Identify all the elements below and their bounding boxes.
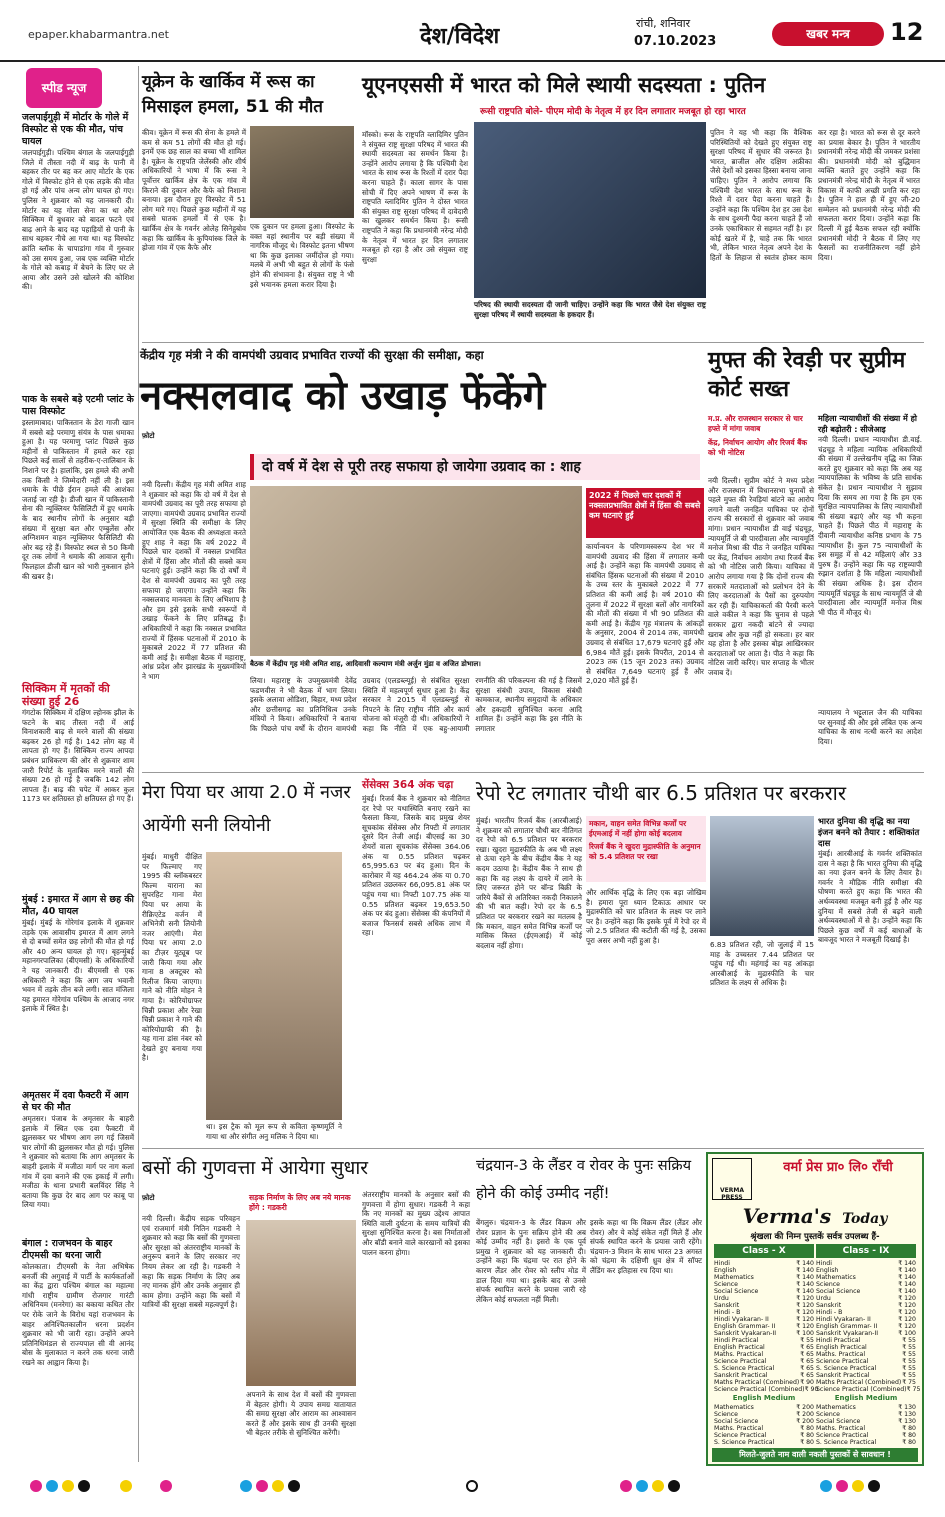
- ad-book-row: [714, 1323, 814, 1330]
- sensex-headline[interactable]: सेंसेक्स 364 अंक चढ़ा: [362, 779, 454, 791]
- ad-book-price: ₹ 65: [800, 1351, 814, 1358]
- chandrayaan-body-2: इसके कहा था कि विक्रम लैंडर (लैंडर और रोवर) और ये कोई संकेत नहीं मिले हैं और संपर्क स्थापित करने के प्रयास जारी रहेंगे। चंद्रयान-3 मिशन के साथ भारत 23 अगस्त को चंद्रमा के दक्षिणी ध्रुव क्षेत्र में सॉफ्ट लैंडिंग कर इतिहास रच दिया था।: [590, 1218, 702, 1275]
- section-rule: [142, 1148, 924, 1149]
- ad-book-name: Sanskrit Vyakaran-II: [816, 1330, 879, 1337]
- ad-book-price: ₹ 140: [898, 1281, 916, 1288]
- news-item: [22, 894, 134, 1090]
- ad-book-row: [714, 1365, 814, 1372]
- ad-book-row: [816, 1302, 916, 1309]
- chandrayaan-body: बेंगलुरु। चंद्रयान-3 के लैंडर विक्रम और रोवर प्रज्ञान के पुनः सक्रिय होने की अब कोई उम्मीद नहीं है। इसरो के एक पूर्व प्रमुख ने शुक्रवार को यह जानकारी दी। उन्होंने कहा कि चंद्रमा पर रात होने के कारण लैंडर और रोवर को स्लीप मोड में डाल दिया गया था। इसके बाद से उनसे संपर्क स्थापित करने के प्रयास जारी रहे लेकिन कोई सफलता नहीं मिली।: [476, 1218, 586, 1304]
- naxal-credit: फ़ोटो: [142, 432, 155, 440]
- registration-dot: [272, 1480, 284, 1492]
- ad-book-name: Mathematics: [714, 1404, 754, 1411]
- ad-book-name: Science: [714, 1281, 738, 1288]
- ad-book-name: English Grammar- II: [816, 1323, 878, 1330]
- ad-book-name: Maths. Practical: [714, 1351, 764, 1358]
- putin-body: मॉस्को। रूस के राष्ट्रपति व्लादिमिर पुतिन ने संयुक्त राष्ट्र सुरक्षा परिषद में भारत की स्थायी सदस्यता का समर्थन किया है। उन्होंने आरोप लगाया है कि पश्चिमी देश भारत के साथ रूस के रिश्तों में दरार पैदा करना चाहते हैं। काला सागर के पास सोची में दिए अपने भाषण में रूस के राष्ट्रपति व्लादिमिर पुतिन ने दोस्त भारत की संयुक्त राष्ट्र सुरक्षा परिषद में दावेदारी का खुलकर समर्थन किया है। रूसी राष्ट्रपति ने कहा कि प्रधानमंत्री नरेन्द्र मोदी के नेतृत्व में भारत हर दिन लगातार मजबूत हो रहा है और उसे संयुक्त राष्ट्र सुरक्षा: [362, 130, 468, 264]
- registration-dot: [160, 1480, 172, 1492]
- ad-book-name: Sanskrit Practical: [714, 1372, 768, 1379]
- freebies-points: [708, 414, 814, 474]
- naxal-subhead: दो वर्ष में देश से पूरी तरह सफाया हो जायेगा उग्रवाद का : शाह: [250, 454, 700, 480]
- ad-book-name: Science: [816, 1281, 840, 1288]
- ad-book-row: [714, 1260, 814, 1267]
- naxal-headline[interactable]: नक्सलवाद को उखाड़ फेंकेंगे: [140, 373, 546, 419]
- ad-book-price: ₹ 140: [796, 1260, 814, 1267]
- ad-book-price: ₹ 55: [902, 1365, 916, 1372]
- ad-book-list-x: [714, 1260, 819, 1393]
- news-item: [22, 1090, 134, 1238]
- putin-headline[interactable]: यूएनएससी में भारत को मिले स्थायी सदस्यता : पुतिन: [362, 73, 766, 97]
- news-item: [22, 1238, 134, 1448]
- ad-book-name: Urdu: [714, 1295, 729, 1302]
- ad-book-name: Urdu: [816, 1295, 831, 1302]
- buses-credit: फ़ोटो: [142, 1194, 155, 1202]
- ad-book-name: Hindi Vyakaran- II: [816, 1316, 871, 1323]
- ad-book-price: ₹ 65: [800, 1358, 814, 1365]
- ad-book-name: Science Practical: [714, 1432, 767, 1439]
- ad-book-name: Hindi: [816, 1260, 832, 1267]
- ad-book-row: [714, 1372, 814, 1379]
- ad-book-row: [816, 1365, 916, 1372]
- ad-book-row: [714, 1425, 814, 1432]
- page-number: 12: [890, 18, 924, 46]
- ukraine-body: कीव। यूक्रेन में रूस की सेना के हमले में कम से कम 51 लोगों की मौत हो गई। इनमें एक छह साल का बच्चा भी शामिल है। यूक्रेन के राष्ट्रपति जेलेंस्की और शीर्ष अधिकारियों ने भाषा में कि रूस ने पूर्वोत्तर खार्किव क्षेत्र के एक गांव में किराने की दुकान और कैफे को निशाना बनाया। इस दौरान हुए विस्फोट में 51 लोग मारे गए। पिछले कुछ महीनों में यह सबसे घातक हमलों में से एक है। खार्किव क्षेत्र के गवर्नर ओलेह सिनेहुबोव कहा कि खार्किव के कुपियांस्क जिले के ह्रोजा गांव में एक कैफे और: [142, 128, 246, 253]
- news-item-title: जलपाईगुड़ी में मोर्टार के गोले में विस्फोट से एक की मौत, पांच घायल: [22, 112, 129, 147]
- ad-book-row: [714, 1330, 814, 1337]
- ad-book-price: ₹ 120: [898, 1323, 916, 1330]
- ad-book-price: ₹ 65: [800, 1372, 814, 1379]
- speed-news-column: [22, 66, 134, 1462]
- registration-dot: [820, 1480, 832, 1492]
- ad-book-price: ₹ 130: [898, 1418, 916, 1425]
- ad-book-price: ₹ 100: [796, 1330, 814, 1337]
- ad-logo: [712, 1158, 752, 1200]
- ad-book-price: ₹ 140: [796, 1267, 814, 1274]
- ad-book-row: [816, 1309, 916, 1316]
- ad-book-row: [714, 1439, 814, 1446]
- ad-book-price: ₹ 90: [804, 1386, 819, 1393]
- ad-book-price: ₹ 80: [800, 1425, 814, 1432]
- naxal-body-bottom: लिया। महाराष्ट्र के उपमुख्यमंत्री देवेंद्र फडणवीस ने भी बैठक में भाग लिया। इसके अलावा ओडिशा, बिहार, मध्य प्रदेश और छत्तीसगढ़ का प्रतिनिधित्व उनके मंत्रियों ने किया। अधिकारियों ने बताया कि पिछले पांच वर्षों के दौरान वामपंथी उग्रवाद (एलडब्ल्यूई) से संबंधित सुरक्षा स्थिति में महत्वपूर्ण सुधार हुआ है। केंद्र सरकार ने 2015 में एलडब्ल्यूई से निपटने के लिए राष्ट्रीय नीति और कार्य योजना को मंजूरी दी थी। अधिकारियों ने कहा कि नीति में एक बहु-आयामी रणनीति की परिकल्पना की गई है जिसमें सुरक्षा संबंधी उपाय, विकास संबंधी कामकाज, स्थानीय समुदायों के अधिकार और हकदारी सुनिश्चित करना आदि शामिल हैं। उन्होंने कहा कि इस नीति के लगातार: [250, 676, 582, 733]
- ad-book-row: [816, 1330, 916, 1337]
- repo-body-right: और आर्थिक वृद्धि के लिए एक बड़ा जोखिम है। हमारा पूरा ध्यान टिकाऊ आधार पर मुद्रास्फीति को चार प्रतिशत के लक्ष्य पर लाने पर है। उन्होंने कहा कि इसके पूर्व में रेपो दर में जो 2.5 प्रतिशत की कटौती की गई है, उसका पूरा असर अभी नहीं हुआ है।: [586, 888, 706, 945]
- ad-book-price: ₹ 120: [898, 1302, 916, 1309]
- ad-book-row: [816, 1274, 916, 1281]
- ad-eng-list-x: [714, 1404, 814, 1446]
- repo-caption: 6.83 प्रतिशत रही, जो जुलाई में 15 माह के उच्चस्तर 7.44 प्रतिशत पर पहुंच गई थी। महंगाई का यह आंकड़ा आरबीआई के मुद्रास्फीति के चार प्रतिशत के लक्ष्य से अधिक है।: [710, 940, 814, 988]
- ad-book-row: [816, 1267, 916, 1274]
- masthead: [0, 0, 945, 62]
- ad-book-price: ₹ 140: [898, 1267, 916, 1274]
- news-item-body: मुंबई। मुंबई के गोरेगांव इलाके में शुक्रवार तड़के एक आवासीय इमारत में आग लगने से दो बच्चों समेत छह लोगों की मौत हो गई और 40 अन्य घायल हो गए। बृहन्मुंबई महानगरपालिका (बीएमसी) के अधिकारियों ने यह जानकारी दी। बीएमसी से एक अधिकारी ने कहा कि आग जय भवानी भवन में तड़के तीन बजे लगी। सात मंजिला यह इमारत गोरेगांव पश्चिम के आजाद नगर इलाके में स्थित है।: [22, 918, 134, 1014]
- ad-book-price: ₹ 120: [898, 1295, 916, 1302]
- sunny-caption: था। इस ट्रैक को मूल रूप से कविता कृष्णमूर्ति ने गाया था और संगीत अनु मलिक ने दिया था।: [206, 1122, 342, 1141]
- speed-news-badge: [26, 68, 102, 108]
- ad-book-price: ₹ 120: [796, 1309, 814, 1316]
- putin-caption: परिषद की स्थायी सदस्यता दी जानी चाहिए। उन्होंने कहा कि भारत जैसे देश संयुक्त राष्ट्र सुरक्षा परिषद में स्थायी सदस्यता के हकदार हैं।: [474, 300, 706, 319]
- ad-book-row: [816, 1281, 916, 1288]
- naxal-kicker: केंद्रीय गृह मंत्री ने की वामपंथी उग्रवाद प्रभावित राज्यों की सुरक्षा की समीक्षा, कहा: [140, 348, 484, 362]
- ad-book-price: ₹ 75: [902, 1379, 916, 1386]
- freebies-point: केंद्र, निर्वाचन आयोग और रिजर्व बैंक को भी नोटिस: [708, 438, 808, 457]
- ad-book-row: [714, 1358, 814, 1365]
- buses-body-3: अंतरराष्ट्रीय मानकों के अनुसार बसों की गुणवत्ता में होगा सुधार। गडकरी ने कहा कि नए मानकों का मुख्य उद्देश्य आपात स्थिति वाली दुर्घटना के समय यात्रियों की सुरक्षा सुनिश्चित करना है। बस निर्माताओं और बॉडी बनाने वाले कारखानों को इसका पालन करना होगा।: [362, 1190, 470, 1257]
- ad-book-name: Maths Practical (Combined): [816, 1379, 902, 1386]
- sunny-photo: [206, 852, 342, 1120]
- ad-book-name: Social Science: [816, 1418, 861, 1425]
- chandrayaan-headline[interactable]: चंद्रयान-3 के लैंडर व रोवर के पुनः सक्रिय होने की कोई उम्मीद नहीं!: [476, 1157, 692, 1202]
- registration-dot: [868, 1480, 880, 1492]
- ad-book-name: S. Science Practical: [714, 1365, 775, 1372]
- buses-body: नयी दिल्ली। केंद्रीय सड़क परिवहन एवं राजमार्ग मंत्री नितिन गडकरी ने शुक्रवार को कहा कि बसों की गुणवत्ता और सुरक्षा को अंतरराष्ट्रीय मानकों के अनुरूप बनाने के लिए सरकार नए नियम लेकर आ रही है। गडकरी ने कहा कि सड़क निर्माण के लिए अब नए मानक होंगे और उनके अनुसार ही काम होगा। उन्होंने कहा कि बसों में यात्रियों की सुरक्षा सबसे महत्वपूर्ण है।: [142, 1214, 240, 1310]
- das-sidebar-title: भारत दुनिया की वृद्धि का नया इंजन बनने को तैयार : शक्तिकांत दास: [818, 816, 920, 848]
- registration-dot: [78, 1480, 90, 1492]
- ad-book-row: [816, 1439, 916, 1446]
- speed-news-items: [22, 112, 134, 1448]
- ad-book-row: [714, 1267, 814, 1274]
- ad-book-name: Hindi Practical: [714, 1337, 759, 1344]
- section-rule: [142, 772, 924, 773]
- ad-class-ix-header: Class - IX: [816, 1244, 916, 1258]
- ad-book-price: ₹ 100: [898, 1330, 916, 1337]
- cji-sidebar-body: नयी दिल्ली। प्रधान न्यायाधीश डी.वाई. चंद्रचूड़ ने महिला न्यायिक अधिकारियों की संख्या में उल्लेखनीय वृद्धि का जिक्र करते हुए शुक्रवार को कहा कि अब यह न्यायपालिका के भविष्य के प्रति सार्थक संकेत है। प्रधान न्यायाधीश ने सुझाव दिया कि समय आ गया है कि हम एक सुरक्षित न्यायपालिका के लिए न्यायाधीशों की संख्या बढ़ाएं और यह भी कहना चाहते हैं। पिछले पीठ में महाराष्ट्र के दीवानी न्यायाधीश कनिष्ठ प्रभाग के 75 न्यायाधीश हैं। कुल 75 न्यायाधीशों के इस समूह में से 42 महिलाएं और 33 पुरुष हैं। उन्होंने कहा कि यह राष्ट्रव्यापी रुझान दर्शाता है कि महिला न्यायाधीशों की संख्या अधिक है। इस दौरान न्यायमूर्ति चंद्रचूड़ के साथ न्यायमूर्ति जे बी पारदीवाला और न्यायमूर्ति मनोज मिश्र भी पीठ में मौजूद थे।: [818, 435, 922, 617]
- repo-body: मुंबई। भारतीय रिजर्व बैंक (आरबीआई) ने शुक्रवार को लगातार चौथी बार नीतिगत दर रेपो को 6.5 प्रतिशत पर बरकरार रखा। खुदरा मुद्रास्फीति के अब भी लक्ष्य से ऊंचा रहने के बीच केंद्रीय बैंक ने यह कदम उठाया है। केंद्रीय बैंक ने साथ ही कहा कि वह लक्ष्य के दायरे में लाने के लिए जरूरत होने पर बॉन्ड बिक्री के जरिये बैंकों से अतिरिक्त नकदी निकालने की भी बात कही। रेपो दर के 6.5 प्रतिशत पर बरकरार रखने का मतलब है कि मकान, वाहन समेत विभिन्न कर्जों पर मासिक किस्त (ईएमआई) में कोई बदलाव नहीं होगा।: [476, 816, 582, 950]
- ukraine-body-2: एक दुकान पर हमला हुआ। विस्फोट के वक्त वहां स्थानीय पर बड़ी संख्या में नागरिक मौजूद थे। विस्फोट इतना भीषण था कि कुछ इलाका जमींदोज हो गया। मलबे में अभी भी बहुत से लोगों के फंसे होने की संभावना है। संयुक्त राष्ट्र ने भी इसे भयानक हमला करार दिया है।: [250, 222, 354, 289]
- ad-book-price: ₹ 55: [902, 1337, 916, 1344]
- repo-point: मकान, वाहन समेत विभिन्न कर्जों पर ईएमआई में नहीं होगा कोई बदलाव: [589, 819, 687, 838]
- ad-book-name: Maths Practical (Combined): [714, 1379, 800, 1386]
- ad-book-name: Hindi: [714, 1260, 730, 1267]
- ad-book-name: English Grammar- II: [714, 1323, 776, 1330]
- ad-book-name: Mathematics: [816, 1404, 856, 1411]
- registration-dot: [30, 1480, 42, 1492]
- ad-class-x-header: Class - X: [714, 1244, 814, 1258]
- ad-book-row: [714, 1411, 814, 1418]
- ad-book-price: ₹ 65: [800, 1344, 814, 1351]
- news-item-body: इस्लामाबाद। पाकिस्तान के डेरा गाजी खान में सबसे बड़े परमाणु संयंत्र के पास धमाका हुआ है। यह परमाणु प्लांट पिछले कुछ महीनों से पाकिस्तान में हमले कर रहा पिछले कई सालों से तहरीक-ए-तालिबान के निशाने पर है। हालांकि, इस हमले की अभी तक किसी ने जिम्मेदारी नहीं ली है। इस धमाके के पीछे ईरान हमले की आशंका जताई जा रही है। डीजी खान में पाकिस्तानी सेना की न्यूक्लियर फैसिलिटी में हुए धमाके के बाद स्थानीय लोगों के अनुसार बड़ी संख्या में सुरक्षा बल और एम्बुलेंस और अग्निशमन वाहन न्यूक्लियर फैसिलिटी की ओर बढ़ रहे हैं। विस्फोट स्थल से 50 किमी दूर तक लोगों ने धमाके की आवाज सुनी। फिलहाल डीजी खान को भारी नुकसान होने की खबर है।: [22, 418, 134, 581]
- ad-tagline: श्रृंखला की निम्न पुस्तकें सर्वत्र उपलब्ध हैं-: [750, 1232, 880, 1242]
- ad-book-row: [816, 1386, 921, 1393]
- ad-book-name: Social Science: [714, 1418, 759, 1425]
- ad-book-row: [714, 1316, 814, 1323]
- news-item-body: अमृतसर। पंजाब के अमृतसर के बाहरी इलाके में स्थित एक दवा फैक्टरी में झुलसकर घर भीषण आग लग गई जिसमें चार लोगों की झुलसकर मौत हो गई। पुलिस ने शुक्रवार को बताया कि आग अमृतसर के बाहरी इलाके में मजीठा मार्ग पर नाग कलां गांव में दवा बनाने की एक इकाई में लगी। मजीठा के थाना प्रभारी बलविंदर सिंह ने बताया कि कुछ देर बाद आग पर काबू पा लिया गया।: [22, 1114, 134, 1210]
- ad-book-row: [816, 1404, 916, 1411]
- ad-book-row: [714, 1288, 814, 1295]
- ad-publisher: वर्मा प्रेस प्रा० लि० राँची: [783, 1160, 893, 1175]
- ad-book-price: ₹ 200: [796, 1418, 814, 1425]
- ad-book-row: [816, 1344, 916, 1351]
- naxal-highlight: 2022 में पिछले चार दशकों में नक्सलप्रभावित क्षेत्रों में हिंसा की सबसे कम घटनाएं हुईं: [586, 488, 704, 538]
- das-sidebar-body: मुंबई। आरबीआई के गवर्नर शक्तिकांत दास ने कहा है कि भारत दुनिया की वृद्धि का नया इंजन बनने के लिए तैयार है। गवर्नर ने मौद्रिक नीति समीक्षा की घोषणा करते हुए कहा कि भारत की अर्थव्यवस्था मजबूत बनी हुई है और यह दुनिया में सबसे तेजी से बढ़ने वाली अर्थव्यवस्थाओं में से है। उन्होंने कहा कि पिछले कुछ वर्षों में कई बाधाओं के बावजूद भारत ने मजबूती दिखाई है।: [818, 849, 922, 945]
- ad-book-name: Social Science: [816, 1288, 861, 1295]
- ad-warning: मिलते-जुलते नाम वाली नकली पुस्तकों से सावधान !: [712, 1448, 918, 1462]
- freebies-body: नयी दिल्ली। सुप्रीम कोर्ट ने मध्य प्रदेश और राजस्थान में विधानसभा चुनावों से पहले मुफ्त की रेवड़ियां बांटने का आरोप लगाने वाली जनहित याचिका पर दोनों राज्य की सरकारों से शुक्रवार को जवाब मांगा। प्रधान न्यायाधीश डी वाई चंद्रचूड़, न्यायमूर्ति जे बी पारदीवाला और न्यायमूर्ति मनोज मिश्रा की पीठ ने जनहित याचिका पर केंद्र, निर्वाचन आयोग तथा रिजर्व बैंक को भी नोटिस जारी किया। याचिका में आरोप लगाया गया है कि दोनों राज्य की सरकारें मतदाताओं को प्रलोभन देने के लिए करदाताओं के पैसों का दुरुपयोग कर रही हैं। याचिकाकर्ता की पैरवी करने वाले वकील ने कहा कि चुनाव से पहले सरकार द्वारा नकदी बांटने से ज्यादा खराब और कुछ नहीं हो सकता। हर बार यह होता है और इसका बोझ आखिरकार करदाताओं पर आता है। पीठ ने कहा कि नोटिस जारी करिए। चार सप्ताह के भीतर जवाब दें।: [708, 476, 814, 677]
- ad-book-name: S. Science Practical: [816, 1365, 877, 1372]
- ad-book-price: ₹ 90: [800, 1379, 814, 1386]
- freebies-headline[interactable]: मुफ्त की रेवड़ी पर सुप्रीम कोर्ट सख्त: [708, 348, 906, 402]
- buses-headline[interactable]: बसों की गुणवत्ता में आयेगा सुधार: [142, 1157, 369, 1179]
- ad-book-name: English: [816, 1267, 839, 1274]
- ad-book-price: ₹ 140: [898, 1274, 916, 1281]
- ad-book-name: Science Practical: [816, 1358, 869, 1365]
- buses-photo: [246, 1220, 356, 1386]
- ad-book-name: Maths. Practical: [816, 1425, 866, 1432]
- section-rule: [142, 342, 924, 343]
- ad-book-name: Mathematics: [714, 1274, 754, 1281]
- ad-book-price: ₹ 55: [902, 1351, 916, 1358]
- print-registration-marks: [0, 1470, 945, 1510]
- ad-book-price: ₹ 80: [800, 1432, 814, 1439]
- news-item: [22, 112, 134, 394]
- ad-book-price: ₹ 80: [902, 1432, 916, 1439]
- news-item-title: मुंबई : इमारत में आग से छह की मौत, 40 घायल: [22, 894, 134, 917]
- ad-book-row: [714, 1309, 814, 1316]
- cji-sidebar: [818, 414, 922, 704]
- ad-book-row: [714, 1302, 814, 1309]
- ad-book-row: [714, 1351, 814, 1358]
- buses-strap: सड़क निर्माण के लिए अब नये मानक होंगे : गडकरी: [246, 1190, 356, 1218]
- news-item: [22, 682, 134, 894]
- naxal-photo: [250, 486, 582, 656]
- ad-book-row: [816, 1260, 916, 1267]
- ad-book-name: Maths. Practical: [816, 1351, 866, 1358]
- ad-book-name: Sanskrit: [816, 1302, 842, 1309]
- das-sidebar: [818, 816, 922, 1146]
- buses-body-2: अपनाने के साथ देश में बसों की गुणवत्ता में बेहतर होगी। ये उपाय समग्र यातायात की समग्र सुरक्षा और आराम का आश्वासन करते हैं और इसके साथ ही उनकी सुरक्षा भी बेहतर तरीके से सुनिश्चित करेंगी।: [246, 1390, 356, 1438]
- ad-book-price: ₹ 140: [796, 1281, 814, 1288]
- registration-dot: [466, 1480, 478, 1492]
- ad-book-row: [816, 1425, 916, 1432]
- column-divider: [138, 66, 139, 1462]
- ad-book-name: Science Practical (Combined): [816, 1386, 907, 1393]
- ad-book-price: ₹ 130: [898, 1404, 916, 1411]
- brand-logo: [772, 22, 884, 46]
- ad-book-price: ₹ 65: [800, 1365, 814, 1372]
- dateline-city: रांची, शनिवार: [636, 17, 691, 30]
- ad-book-row: [714, 1295, 814, 1302]
- ad-book-row: [816, 1288, 916, 1295]
- ad-book-price: ₹ 55: [902, 1344, 916, 1351]
- putin-body-right: पुतिन ने यह भी कहा कि वैश्विक परिस्थितियों को देखते हुए संयुक्त राष्ट्र सुरक्षा परिषद में सुधार की जरूरत है। भारत, ब्राजील और दक्षिण अफ्रीका जैसे देशों को इसका हिस्सा बनाया जाना चाहिए। पुतिन ने आरोप लगाया कि पश्चिमी देश भारत के साथ रूस के रिश्ते में दरार पैदा करना चाहते हैं। उन्होंने कहा कि पश्चिम देश हर उस देश के साथ दुश्मनी पैदा करना चाहते हैं जो उनके एकाधिकार से सहमत नहीं है। हर कोई खतरे में है, चाहे तक कि भारत भी, लेकिन भारत नेतृत्व अपने देश के हितों के लिहाज से स्वतंत्र होकर काम कर रहा है। भारत को रूस से दूर करने का प्रयास बेकार है। पुतिन ने भारतीय प्रधानमंत्री नरेन्द्र मोदी की जमकर प्रशंसा की। प्रधानमंत्री मोदी को बुद्धिमान व्यक्ति बताते हुए उन्होंने कहा कि प्रधानमंत्री नरेन्द्र मोदी के नेतृत्व में भारत विकास में काफी अच्छी प्रगति कर रहा है। पुतिन ने हाल ही में हुए जी-20 सम्मेलन को प्रधानमंत्री नरेन्द्र मोदी की सफलता करार दिया। उन्होंने कहा कि दिल्ली में हुई बैठक सफल रही क्योंकि प्रधानमंत्री मोदी ने बैठक में लिए गए फैसलों का राजनीतिकरण नहीं होने दिया।: [710, 128, 920, 262]
- ad-book-row: [816, 1418, 916, 1425]
- registration-dot: [852, 1480, 864, 1492]
- repo-photo: [710, 816, 814, 936]
- registration-dot: [668, 1480, 680, 1492]
- registration-dot: [836, 1480, 848, 1492]
- ad-book-price: ₹ 140: [796, 1274, 814, 1281]
- ad-book-price: ₹ 55: [902, 1358, 916, 1365]
- ad-book-row: [714, 1418, 814, 1425]
- registration-dot: [636, 1480, 648, 1492]
- ad-book-name: Social Science: [714, 1288, 759, 1295]
- ad-book-name: Sanskrit: [714, 1302, 740, 1309]
- ad-book-row: [714, 1274, 814, 1281]
- sunny-headline[interactable]: मेरा पिया घर आया 2.0 में नजर आयेंगी सनी लियोनी: [142, 782, 351, 836]
- news-item-body: कोलकाता। टीएमसी के नेता अभिषेक बनर्जी की अगुवाई में पार्टी के कार्यकर्ताओं का केंद्र द्वारा पश्चिम बंगाल का महात्मा गांधी राष्ट्रीय ग्रामीण रोजगार गारंटी अधिनियम (मनरेगा) का बकाया कथित तौर पर रोके जाने के विरोध यहां राजभवन के बाहर अनिश्चितकालीन धरना प्रदर्शन शुक्रवार को भी जारी रहा। उन्होंने अपने प्रतिनिधिमंडल से राज्यपाल सी वी आनंद बोस के मुलाकात न करने तक धरना जारी रखने का आह्वान किया है।: [22, 1262, 134, 1367]
- ad-book-name: S. Science Practical: [816, 1439, 877, 1446]
- ad-book-row: [816, 1432, 916, 1439]
- section-title: देश/विदेश: [420, 24, 500, 49]
- registration-dot: [620, 1480, 632, 1492]
- ad-book-name: S. Science Practical: [714, 1439, 775, 1446]
- ad-book-name: English Practical: [714, 1344, 765, 1351]
- ad-logo-text: VERMA PRESS: [720, 1187, 744, 1201]
- news-item: [22, 394, 134, 682]
- repo-points: [586, 816, 706, 882]
- freebies-body-bottom: न्यायालय ने भट्टूलाल जैन की याचिका पर सुनवाई की और इसे लंबित एक अन्य याचिका के साथ नत्थी करने का आदेश दिया।: [818, 708, 922, 746]
- ad-book-name: Sanskrit Vyakaran-II: [714, 1330, 777, 1337]
- ad-book-name: Mathematics: [816, 1274, 856, 1281]
- ad-book-row: [714, 1281, 814, 1288]
- repo-headline[interactable]: रेपो रेट लगातार चौथी बार 6.5 प्रतिशत पर बरकरार: [476, 781, 847, 805]
- ad-book-price: ₹ 200: [796, 1404, 814, 1411]
- ukraine-headline[interactable]: यूक्रेन के खार्किव में रूस का मिसाइल हमला, 51 की मौत: [142, 72, 323, 117]
- ad-book-price: ₹ 80: [902, 1425, 916, 1432]
- ad-book-name: Maths. Practical: [714, 1425, 764, 1432]
- ad-book-row: [816, 1372, 916, 1379]
- ad-book-name: Science: [816, 1411, 840, 1418]
- ad-book-price: ₹ 120: [796, 1323, 814, 1330]
- ad-book-price: ₹ 140: [898, 1260, 916, 1267]
- ad-book-name: Sanskrit Practical: [816, 1372, 870, 1379]
- ad-eng-list-ix: [816, 1404, 916, 1446]
- ad-brand-row: [712, 1204, 918, 1228]
- putin-strap: रूसी राष्ट्रपति बोले- पीएम मोदी के नेतृत्व में हर दिन लगातार मजबूत हो रहा भारत: [474, 104, 920, 120]
- ad-english-medium-ix: English Medium: [834, 1394, 898, 1402]
- ad-brand: Verma's: [742, 1204, 832, 1228]
- ad-book-price: ₹ 140: [796, 1288, 814, 1295]
- news-item-title: बंगाल : राजभवन के बाहर टीएमसी का धरना जारी: [22, 1238, 113, 1261]
- ad-book-row: [816, 1351, 916, 1358]
- ad-book-name: Hindi - B: [816, 1309, 843, 1316]
- ad-book-price: ₹ 120: [898, 1316, 916, 1323]
- ad-book-row: [816, 1411, 916, 1418]
- ad-book-price: ₹ 130: [898, 1411, 916, 1418]
- ad-book-row: [816, 1295, 916, 1302]
- news-item-title: पाक के सबसे बड़े एटमी प्लांट के पास विस्फोट: [22, 394, 134, 417]
- registration-dot: [46, 1480, 58, 1492]
- registration-dot: [120, 1480, 132, 1492]
- ad-book-price: ₹ 55: [800, 1337, 814, 1344]
- dateline-date: 07.10.2023: [634, 34, 717, 49]
- ad-book-price: ₹ 120: [796, 1316, 814, 1323]
- ad-book-name: Hindi - B: [714, 1309, 741, 1316]
- ad-book-name: Science Practical (Combined): [714, 1386, 805, 1393]
- ad-book-row: [714, 1344, 814, 1351]
- ad-book-row: [714, 1432, 814, 1439]
- ad-book-list-ix: [816, 1260, 921, 1393]
- naxal-body: नयी दिल्ली। केंद्रीय गृह मंत्री अमित शाह ने शुक्रवार को कहा कि दो वर्ष में देश से वामपंथी उग्रवाद का पूरी तरह सफाया हो जाएगा। वामपंथी उग्रवाद प्रभावित राज्यों में सुरक्षा स्थिति की समीक्षा के लिए आयोजित एक बैठक की अध्यक्षता करते हुए शाह ने कहा कि वर्ष 2022 में पिछले चार दशकों में नक्सल प्रभावित क्षेत्रों में हिंसा और मौतों की सबसे कम घटनाएं हुईं। उन्होंने कहा कि दो वर्षों में देश से वामपंथी उग्रवाद का पूरी तरह सफाया हो जाएगा। उन्होंने कहा कि नक्सलवाद मानवता के लिए अभिशाप है और हम इसे इसके सभी स्वरूपों में उखाड़ फेंकने के लिए प्रतिबद्ध हैं। अधिकारियों ने कहा कि नक्सल प्रभावित राज्यों में हिंसक घटनाओं में 2010 के मुकाबले 2022 में 77 प्रतिशत की कमी आई है। समीक्षा बैठक में महाराष्ट्र, आंध्र प्रदेश और झारखंड के मुख्यमंत्रियों ने भाग: [142, 480, 246, 681]
- ukraine-photo: [250, 126, 354, 218]
- ad-book-price: ₹ 55: [902, 1372, 916, 1379]
- ad-book-row: [816, 1323, 916, 1330]
- ad-book-row: [816, 1379, 916, 1386]
- ad-book-name: English: [714, 1267, 737, 1274]
- ad-book-price: ₹ 120: [796, 1302, 814, 1309]
- ad-book-price: ₹ 75: [906, 1386, 921, 1393]
- ad-book-row: [816, 1316, 916, 1323]
- news-item-body: जलपाईगुड़ी। पश्चिम बंगाल के जलपाईगुड़ी जिले में तीस्ता नदी में बाढ़ के पानी में बहकर तीर पर बह कर आए मोर्टार के एक गोले में विस्फोट होने से एक लड़के की मौत हो गई और पांच अन्य लोग घायल हो गए। पुलिस ने शुक्रवार को यह जानकारी दी। मोर्टार का यह गोला सेना का था और सिक्किम में बुधवार को बादल फटने एवं बाढ़ आने के बाद यह पहाड़ियों से पानी के साथ बहकर नीचे आ गया था। यह विस्फोट क्रांति ब्लॉक के चापाडांगा गांव में गुरुवार को उस समय हुआ, जब एक व्यक्ति मोर्टार के गोले को कबाड़ में बेचने के लिए घर ले आया और उसने उसे खोलने की कोशिश की।: [22, 148, 134, 292]
- site-url[interactable]: epaper.khabarmantra.net: [28, 28, 169, 41]
- registration-dot: [240, 1480, 252, 1492]
- naxal-body-right: कार्यान्वयन के परिणामस्वरूप देश भर में वामपंथी उग्रवाद की हिंसा में लगातार कमी आई है। उन्होंने कहा कि वामपंथी उग्रवाद से संबंधित हिंसक घटनाओं की संख्या में 2010 के उच्च स्तर के मुकाबले 2022 में 77 प्रतिशत की कमी आई है। वर्ष 2010 की तुलना में 2022 में सुरक्षा बलों और नागरिकों की मौतों की संख्या में भी 90 प्रतिशत की कमी आई है। केंद्रीय गृह मंत्रालय के आंकड़ों के अनुसार, 2004 से 2014 तक, वामपंथी उग्रवाद से संबंधित 17,679 घटनाएं हुईं और 6,984 मौतें हुई। इसके विपरीत, 2014 से 2023 तक (15 जून 2023 तक) उग्रवाद से संबंधित 7,649 घटनाएं हुई हैं और 2,020 मौतें हुई हैं।: [586, 542, 704, 686]
- ad-book-price: ₹ 140: [898, 1288, 916, 1295]
- ad-book-price: ₹ 80: [800, 1439, 814, 1446]
- naxal-caption: बैठक में केंद्रीय गृह मंत्री अमित शाह, आदिवासी कल्याण मंत्री अर्जुन मुंडा व अजित डोभाल।: [250, 660, 481, 668]
- registration-dot: [62, 1480, 74, 1492]
- ad-book-name: Science Practical: [816, 1432, 869, 1439]
- registration-dot: [652, 1480, 664, 1492]
- ad-book-row: [714, 1386, 819, 1393]
- news-item-title: सिक्किम में मृतकों की संख्या हुई 26: [22, 682, 110, 708]
- ad-book-row: [816, 1337, 916, 1344]
- ad-book-price: ₹ 200: [796, 1411, 814, 1418]
- ad-book-row: [714, 1379, 814, 1386]
- speed-news-badge-text: स्पीड न्यूज: [41, 81, 87, 95]
- sensex-body: मुंबई। रिजर्व बैंक ने शुक्रवार को नीतिगत दर रेपो पर यथास्थिति बनाए रखने का फैसला किया, जिसके बाद प्रमुख शेयर सूचकांक सेंसेक्स और निफ्टी में लगातार दूसरे दिन तेजी आई। बीएसई का 30 शेयरों वाला सूचकांक सेंसेक्स 364.06 अंक या 0.55 प्रतिशत चढ़कर 65,995.63 पर बंद हुआ। दिन के कारोबार में यह 464.24 अंक या 0.70 प्रतिशत उछलकर 66,095.81 अंक पर पहुंच गया था। निफ्टी 107.75 अंक या 0.55 प्रतिशत बढ़कर 19,653.50 अंक पर बंद हुआ। सेंसेक्स की कंपनियों में बजाज फिनसर्व सबसे अधिक लाभ में रहा।: [362, 794, 470, 938]
- brand-logo-text: खबर मन्त्र: [806, 27, 850, 41]
- ad-book-name: Hindi Vyakaran- II: [714, 1316, 769, 1323]
- cji-sidebar-title: महिला न्यायाधीशों की संख्या में हो रही बढ़ोतरी : सीजेआइ: [818, 414, 917, 434]
- ad-book-name: Hindi Practical: [816, 1337, 861, 1344]
- sunny-body: मुंबई। माधुरी दीक्षित पर फिल्माए गए 1995 की ब्लॉकबस्टर फिल्म याराना का सुपरहिट गाना मेरा पिया घर आया के रीक्रिएटेड वर्जन में अभिनेत्री सनी लियोनी नजर आएंगी। मेरा पिया घर आया 2.0 का टीज़र यूट्यूब पर जारी किया गया और गाना 8 अक्टूबर को रिलीज किया जाएगा। गाने को नीति मोहन ने गाया है। कोरियोग्राफर चिन्नी प्रकाश और रेखा चिन्नी प्रकाश ने गाने की कोरियोग्राफी की है। यह गाना डांस नंबर को देखते हुए बनाया गया है।: [142, 852, 202, 1063]
- ad-book-row: [816, 1358, 916, 1365]
- news-item-title: अमृतसर में दवा फैक्टरी में आग से घर की मौत: [22, 1090, 129, 1113]
- ad-book-price: ₹ 120: [796, 1295, 814, 1302]
- ad-book-name: Science: [714, 1411, 738, 1418]
- repo-point: रिजर्व बैंक ने खुदरा मुद्रास्फीति के अनुमान को 5.4 प्रतिशत पर रखा: [589, 842, 701, 861]
- ad-book-name: Science Practical: [714, 1358, 767, 1365]
- ad-book-row: [714, 1404, 814, 1411]
- news-item-body: गंगटोक सिक्किम में दक्षिण ल्होनक झील के फटने के बाद तीस्ता नदी में आई विनाशकारी बाढ़ से मरने वालों की संख्या बढ़कर 26 हो गई है। 142 लोग बह में लापता हो गए हैं। सिक्किम राज्य आपदा प्रबंधन प्राधिकरण की ओर से शुक्रवार शाम जारी रिपोर्ट के मुताबिक मरने वालों की संख्या 26 हो गई है जबकि 142 लोग लापता हैं। बाढ़ की चपेट में आकर कुल 1173 घर क्षतिग्रस्त हो क्षतिग्रस्त हो गए हैं।: [22, 708, 134, 804]
- ad-book-row: [714, 1337, 814, 1344]
- ad-english-medium-x: English Medium: [732, 1394, 796, 1402]
- verma-ad[interactable]: [706, 1152, 924, 1466]
- ad-book-price: ₹ 80: [902, 1439, 916, 1446]
- freebies-point: म.प्र. और राजस्थान सरकार से चार हफ्ते में मांगा जवाब: [708, 414, 803, 433]
- ad-book-price: ₹ 120: [898, 1309, 916, 1316]
- putin-photo: [474, 122, 706, 298]
- registration-dot: [256, 1480, 268, 1492]
- registration-dot: [288, 1480, 300, 1492]
- ad-book-name: English Practical: [816, 1344, 867, 1351]
- ad-brand-2: Today: [842, 1211, 888, 1227]
